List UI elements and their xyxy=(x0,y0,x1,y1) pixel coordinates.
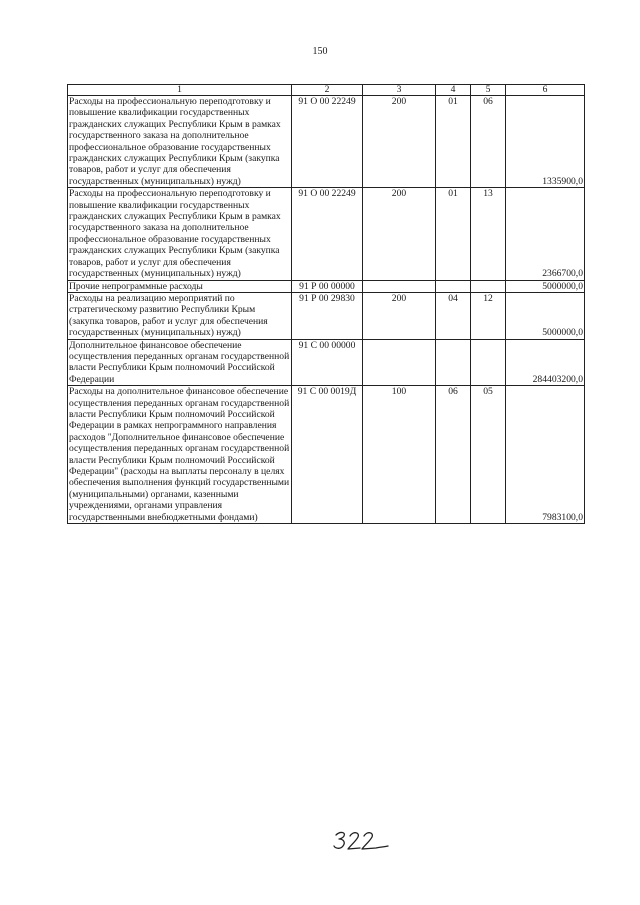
row-description: Расходы на профессиональную переподготовку и повышение квалификации государственных гражданских служащих Республики Крым в рамках государственного заказа на дополнительное профессиональное образование государственных гражданских служащих Республики Крым (закупка товаров, работ и услуг для обеспечения государственных (муниципальных) нужд) xyxy=(68,96,292,188)
table-row xyxy=(68,280,585,292)
row-amount: 5000000,0 xyxy=(506,292,585,339)
row-c3: 200 xyxy=(363,96,436,188)
row-c4: 04 xyxy=(436,292,471,339)
header-cell: 5 xyxy=(471,85,506,96)
row-code: 91 С 00 0019Д xyxy=(292,386,363,524)
page-number: 150 xyxy=(312,46,328,57)
table-row xyxy=(68,188,585,280)
row-amount: 284403200,0 xyxy=(506,339,585,386)
table-row xyxy=(68,339,585,386)
row-c3 xyxy=(363,339,436,386)
row-c3 xyxy=(363,280,436,292)
row-c3: 200 xyxy=(363,188,436,280)
row-c5: 05 xyxy=(471,386,506,524)
row-c4: 01 xyxy=(436,188,471,280)
row-amount: 7983100,0 xyxy=(506,386,585,524)
handwritten-page-number xyxy=(330,826,390,856)
row-c4: 01 xyxy=(436,96,471,188)
row-c3: 200 xyxy=(363,292,436,339)
row-c5: 06 xyxy=(471,96,506,188)
header-cell: 6 xyxy=(506,85,585,96)
row-c5: 13 xyxy=(471,188,506,280)
row-description: Прочие непрограммные расходы xyxy=(68,280,292,292)
row-code: 91 Р 00 00000 xyxy=(292,280,363,292)
budget-table xyxy=(67,84,585,524)
row-description: Расходы на реализацию мероприятий по стратегическому развитию Республики Крым (закупка товаров, работ и услуг для обеспечения государственных (муниципальных) нужд) xyxy=(68,292,292,339)
row-amount: 1335900,0 xyxy=(506,96,585,188)
row-c5 xyxy=(471,339,506,386)
row-c4 xyxy=(436,280,471,292)
row-code: 91 С 00 00000 xyxy=(292,339,363,386)
row-code: 91 О 00 22249 xyxy=(292,96,363,188)
row-c3: 100 xyxy=(363,386,436,524)
row-code: 91 О 00 22249 xyxy=(292,188,363,280)
header-cell: 3 xyxy=(363,85,436,96)
row-c4 xyxy=(436,339,471,386)
row-description: Дополнительное финансовое обеспечение осуществления переданных органам государственной власти Республики Крым полномочий Российской Федерации xyxy=(68,339,292,386)
row-amount: 5000000,0 xyxy=(506,280,585,292)
header-cell: 1 xyxy=(68,85,292,96)
header-cell: 4 xyxy=(436,85,471,96)
row-description: Расходы на дополнительное финансовое обеспечение осуществления переданных органам государственной власти Республики Крым полномочий Российской Федерации в рамках непрограммного направления расходов "Дополнительное финансовое обеспечение осуществления переданных органам государственной власти Республики Крым полномочий Российской Федерации" (расходы на выплаты персоналу в целях обеспечения выполнения функций государственными (муниципальными) органами, казенными учреждениями, органами управления государственными внебюджетными фондами) xyxy=(68,386,292,524)
row-c5: 12 xyxy=(471,292,506,339)
header-cell: 2 xyxy=(292,85,363,96)
row-c4: 06 xyxy=(436,386,471,524)
row-description: Расходы на профессиональную переподготовку и повышение квалификации государственных гражданских служащих Республики Крым в рамках государственного заказа на дополнительное профессиональное образование государственных гражданских служащих Республики Крым (закупка товаров, работ и услуг для обеспечения государственных (муниципальных) нужд) xyxy=(68,188,292,280)
table-header-row xyxy=(68,85,585,96)
table-row xyxy=(68,292,585,339)
row-amount: 2366700,0 xyxy=(506,188,585,280)
row-code: 91 Р 00 29830 xyxy=(292,292,363,339)
table-row xyxy=(68,96,585,188)
row-c5 xyxy=(471,280,506,292)
table-row xyxy=(68,386,585,524)
